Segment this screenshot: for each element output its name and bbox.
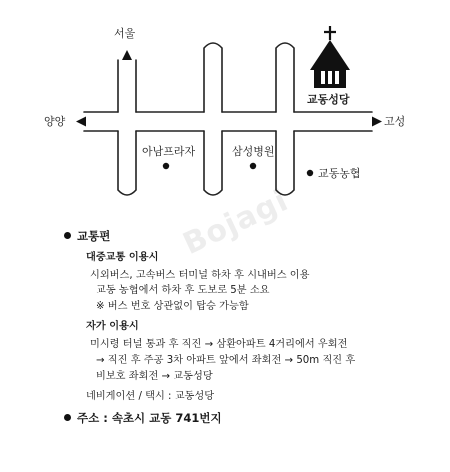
car-line: 비보호 좌회전 → 교동성당: [96, 370, 213, 382]
bullet-icon: [64, 232, 71, 239]
section-heading: [64, 228, 442, 246]
transit-line: 시외버스, 고속버스 터미널 하차 후 시내버스 이용: [90, 269, 310, 281]
landmark-dot-samsung: [250, 163, 256, 169]
church-icon: [310, 26, 350, 88]
car-line: 미시령 터널 통과 후 직진 → 삼환아파트 4거리에서 우회전: [90, 338, 348, 350]
watermark: Bojagi: [177, 183, 294, 262]
landmark-dot-anam: [163, 163, 169, 169]
east-label: 고성: [384, 115, 406, 128]
location-map: [0, 0, 450, 225]
car-line: → 직진 후 주공 3차 아파트 앞에서 좌회전 → 50m 직진 후: [96, 354, 356, 366]
landmark-dot-nonghyup: [307, 170, 313, 176]
address-heading: [64, 410, 442, 428]
north-label: 서울: [114, 27, 136, 40]
transit-title: 대중교통 이용시: [86, 251, 159, 263]
bullet-icon: [64, 414, 71, 421]
landmark-anam-plaza: 아남프라자: [142, 145, 196, 158]
west-label: 양양: [44, 115, 66, 128]
transit-line: 교동 농협에서 하차 후 도보로 5분 소요: [96, 285, 270, 297]
landmark-samsung-hospital: 삼성병원: [232, 145, 275, 158]
transit-note: ※ 버스 번호 상관없이 탑승 가능함: [96, 301, 249, 313]
arrow-east-icon: [372, 117, 382, 127]
address-text: 주소 : 속초시 교동 741번지: [77, 411, 222, 426]
arrow-north-icon: [122, 50, 132, 60]
directions-section: [72, 228, 442, 428]
car-title: 자가 이용시: [86, 321, 139, 333]
landmark-gyodong-nonghyup: 교동농협: [318, 167, 361, 180]
section-title: 교통편: [77, 229, 111, 243]
navigation-info: 네비게이션 / 택시 : 교동성당: [86, 391, 215, 403]
church-label: 교동성당: [307, 93, 350, 106]
arrow-west-icon: [76, 117, 86, 127]
